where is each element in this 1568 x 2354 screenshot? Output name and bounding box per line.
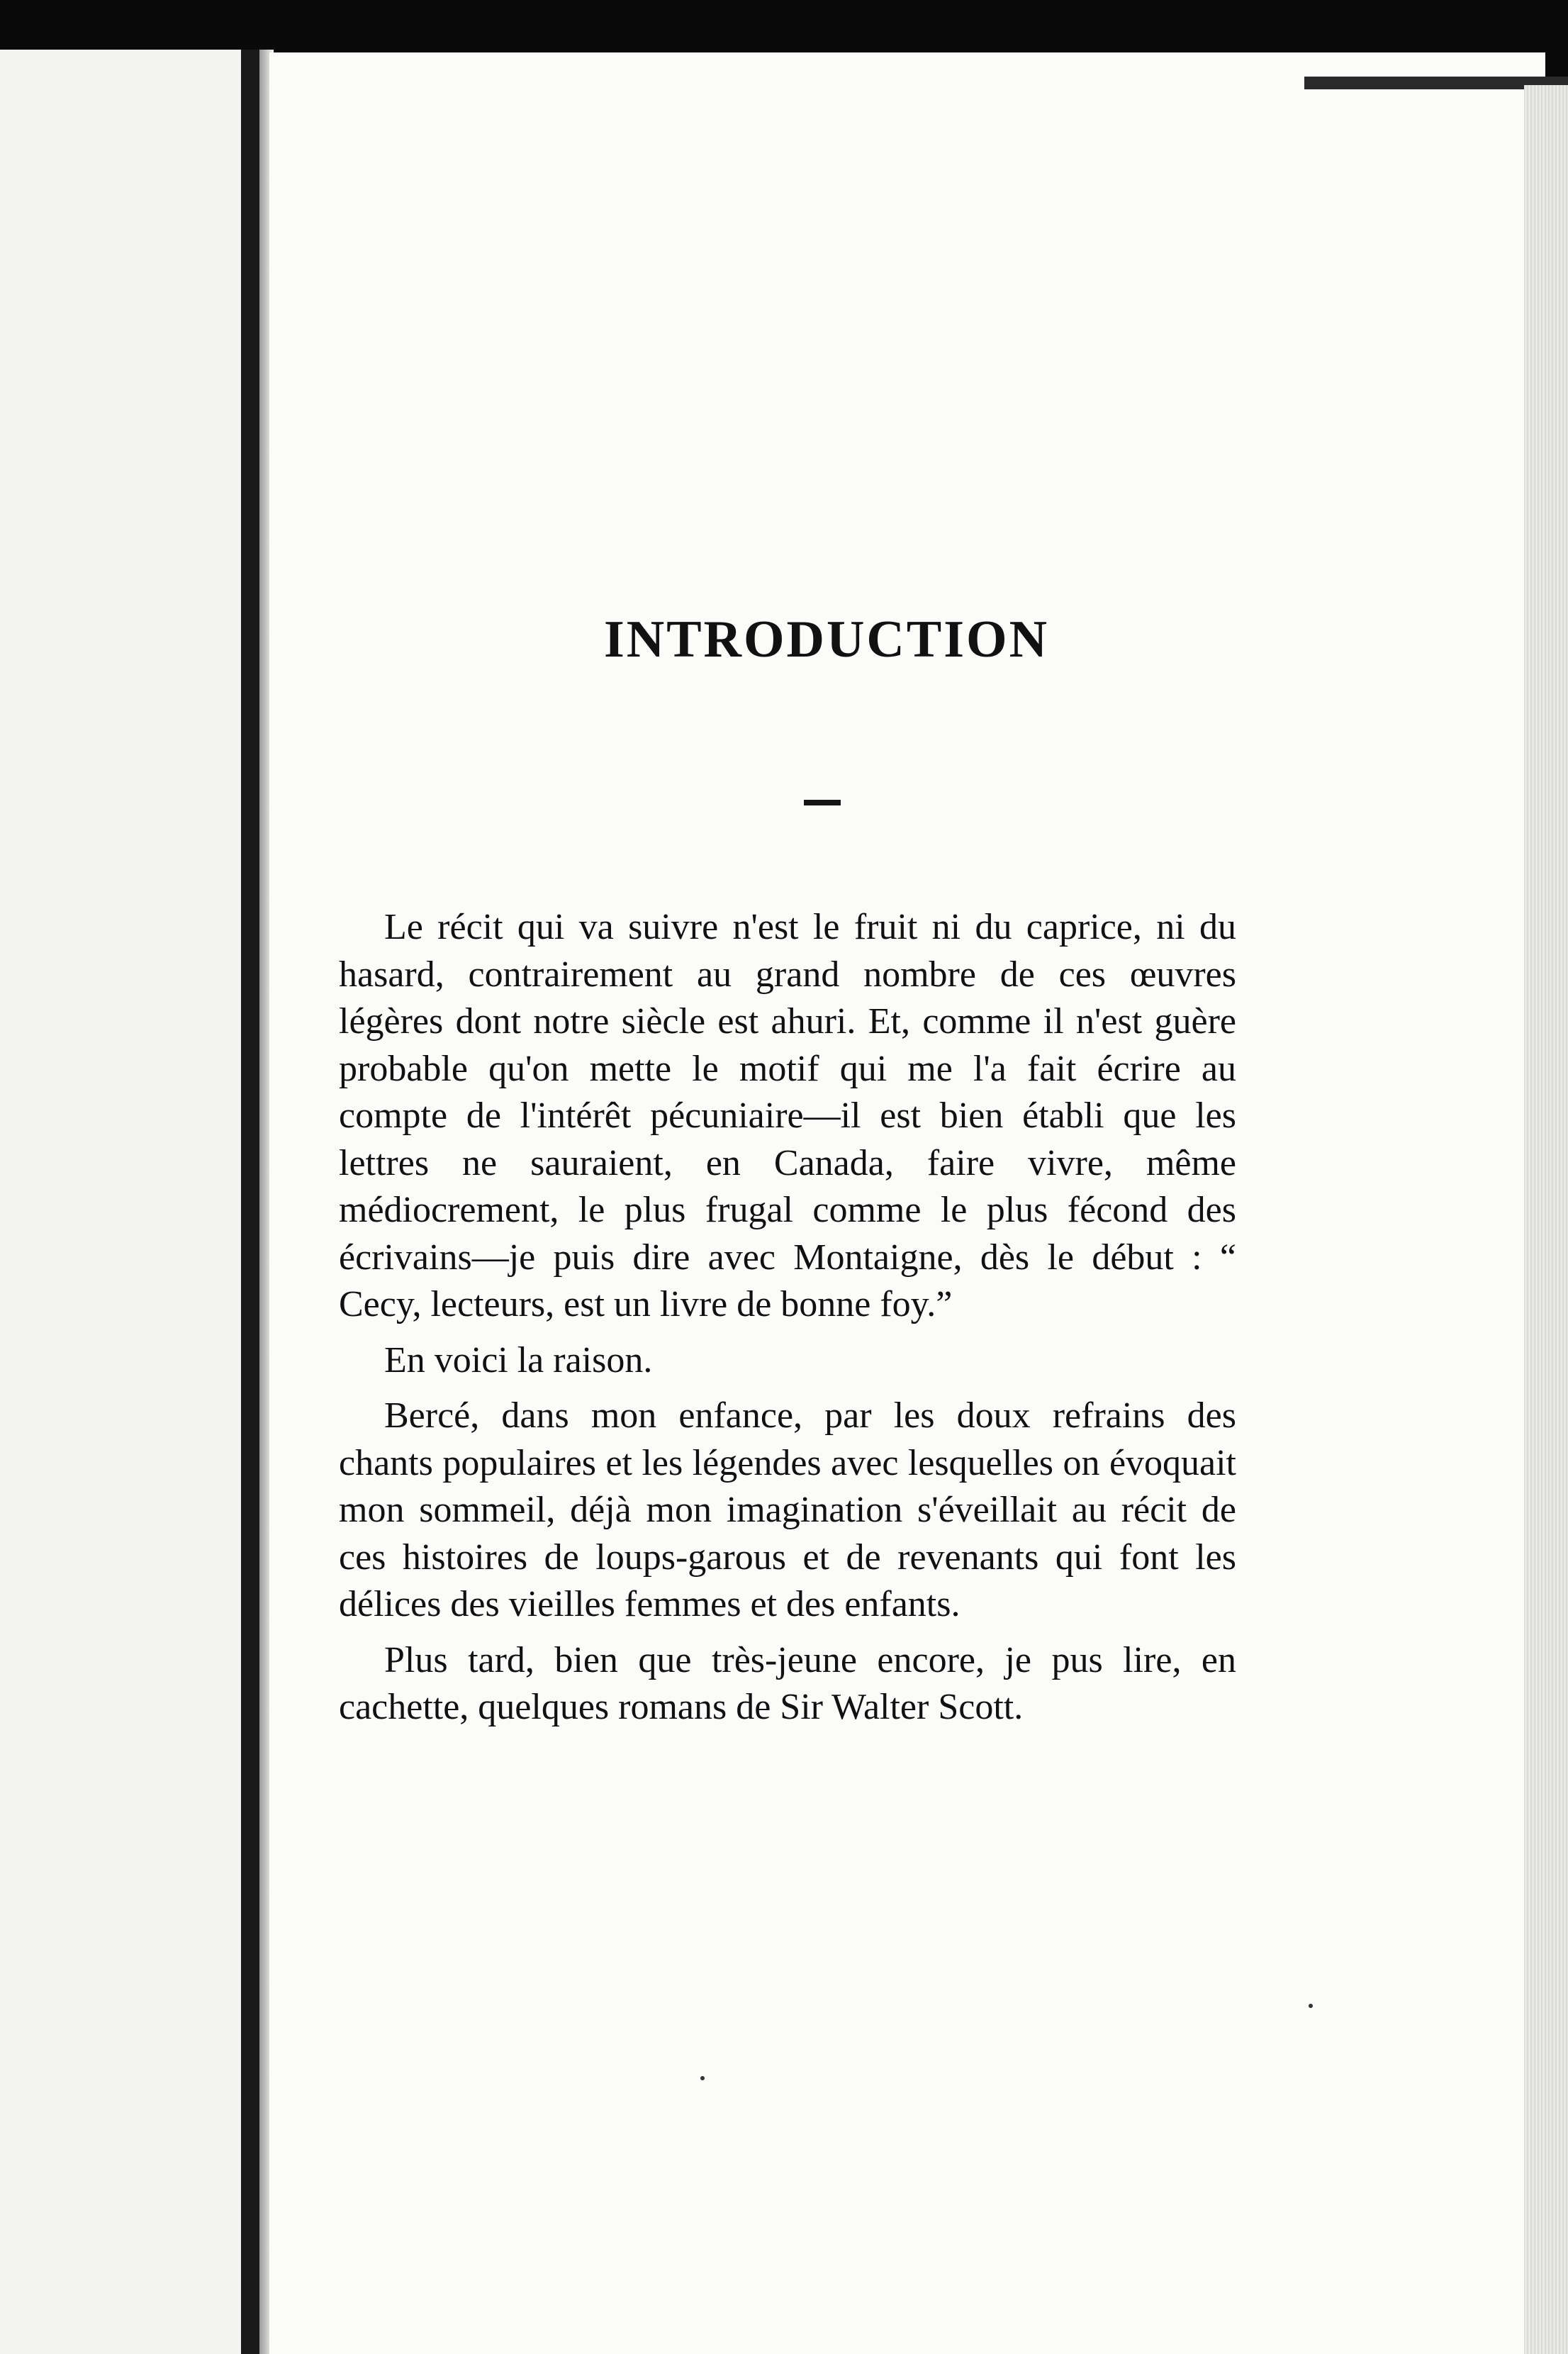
left-facing-page bbox=[0, 50, 248, 2354]
paragraph: Bercé, dans mon enfance, par les doux refrains des chants populaires et les légendes avec lesquelles on évoquait mon sommeil, déjà mon imagination s'éveillait au récit de ces histoires de loups-garous et de revenants qui font les délices des vieilles femmes et des enfants. bbox=[339, 1395, 1236, 1624]
paragraph: Le récit qui va suivre n'est le fruit ni du caprice, ni du hasard, contrairement au grand nombre de ces œuvres légères dont notre siècle est ahuri. Et, comme il n'est guère probable qu'on mette le motif qui me l'a fait écrire au compte de l'intérêt pécuniaire—il est bien établi que les lettres ne sauraient, en Canada, faire vivre, même médiocrement, le plus frugal comme le plus fécond des écrivains—je puis dire avec Montaigne, dès le début : “ Cecy, lecteurs, est un livre de bonne foy.” bbox=[339, 907, 1236, 1324]
body-text bbox=[339, 904, 1236, 1740]
scan-speck bbox=[700, 2076, 705, 2080]
page-title: INTRODUCTION bbox=[603, 610, 1050, 669]
book-gutter bbox=[241, 50, 259, 2354]
page-edges bbox=[1524, 85, 1568, 2354]
scan-speck bbox=[1309, 2004, 1313, 2008]
paragraph: En voici la raison. bbox=[384, 1339, 653, 1380]
title-rule bbox=[804, 800, 841, 805]
paragraph: Plus tard, bien que très-jeune encore, je pus lire, en cachette, quelques romans de Sir Walter Scott. bbox=[339, 1639, 1236, 1727]
